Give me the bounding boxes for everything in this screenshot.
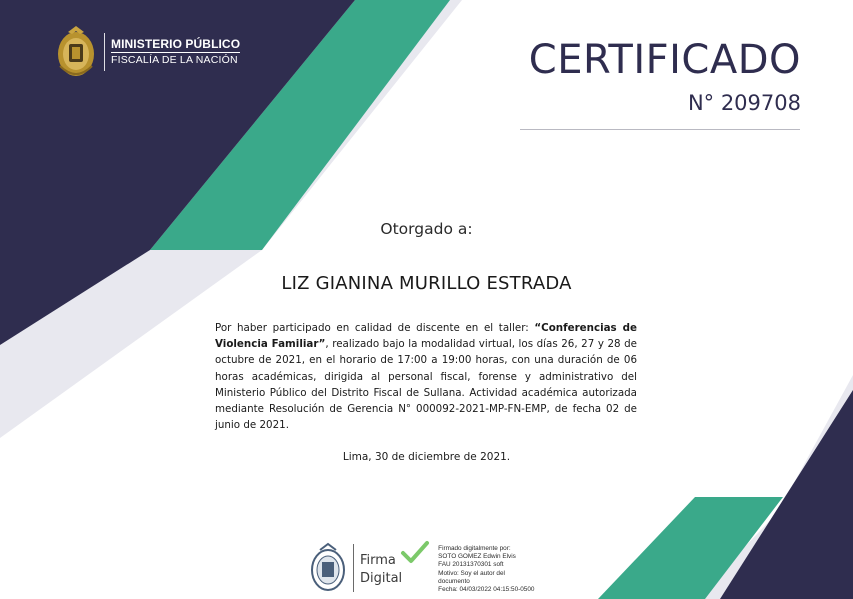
body-details: , realizado bajo la modalidad virtual, los días 26, 27 y 28 de octubre de 2021, en el horario de 17:00 a 19:00 horas, con una duración de 06 horas académicas, dirigida al personal fiscal, forense y administrativo del Ministerio Público del Distrito Fiscal de Sullana. Actividad académica autorizada mediante Resolución de Gerencia N° 000092-2021-MP-FN-EMP, de fecha 02 de junio de 2021. [215, 338, 637, 432]
course-name: “Conferencias de Violencia Familiar” [215, 322, 637, 351]
institution-name-line2: FISCALÍA DE LA NACIÓN [111, 52, 240, 67]
institution-name [111, 38, 240, 67]
signature-detail-line: Firmado digitalmente por: [438, 545, 511, 552]
signature-detail-line: Fecha: 04/03/2022 04:15:50-0500 [438, 586, 535, 594]
signature-label [360, 552, 402, 588]
certificate-body [215, 320, 637, 433]
signature-word-digital: Digital [360, 571, 403, 586]
signature-seal-icon [308, 540, 348, 596]
signature-detail-line: Motivo: Soy el autor del [438, 569, 505, 577]
institution-name-line1: MINISTERIO PÚBLICO [111, 36, 241, 51]
signature-detail-line: FAU 20131370301 soft [438, 561, 504, 569]
body-intro: Por haber participado en calidad de discente en el taller: [215, 322, 535, 334]
signature-word-firma: Firma [360, 553, 396, 568]
granted-label: Otorgado a: [380, 220, 473, 238]
recipient-name: LIZ GIANINA MURILLO ESTRADA [281, 273, 572, 294]
signature-divider [353, 544, 354, 592]
digital-signature [308, 540, 563, 598]
signature-details [438, 545, 563, 594]
signature-detail-line: SOTO GOMEZ Edwin Elvis [438, 553, 516, 561]
checkmark-icon [400, 540, 430, 564]
place-and-date: Lima, 30 de diciembre de 2021. [342, 451, 511, 463]
signature-detail-line: documento [438, 577, 470, 585]
institution-logo [54, 24, 240, 80]
certificate-number: N° 209708 [687, 91, 801, 115]
logo-divider [104, 33, 105, 71]
title-divider [520, 129, 800, 130]
coat-of-arms-icon [54, 24, 98, 80]
certificate-title: CERTIFICADO [528, 37, 801, 83]
